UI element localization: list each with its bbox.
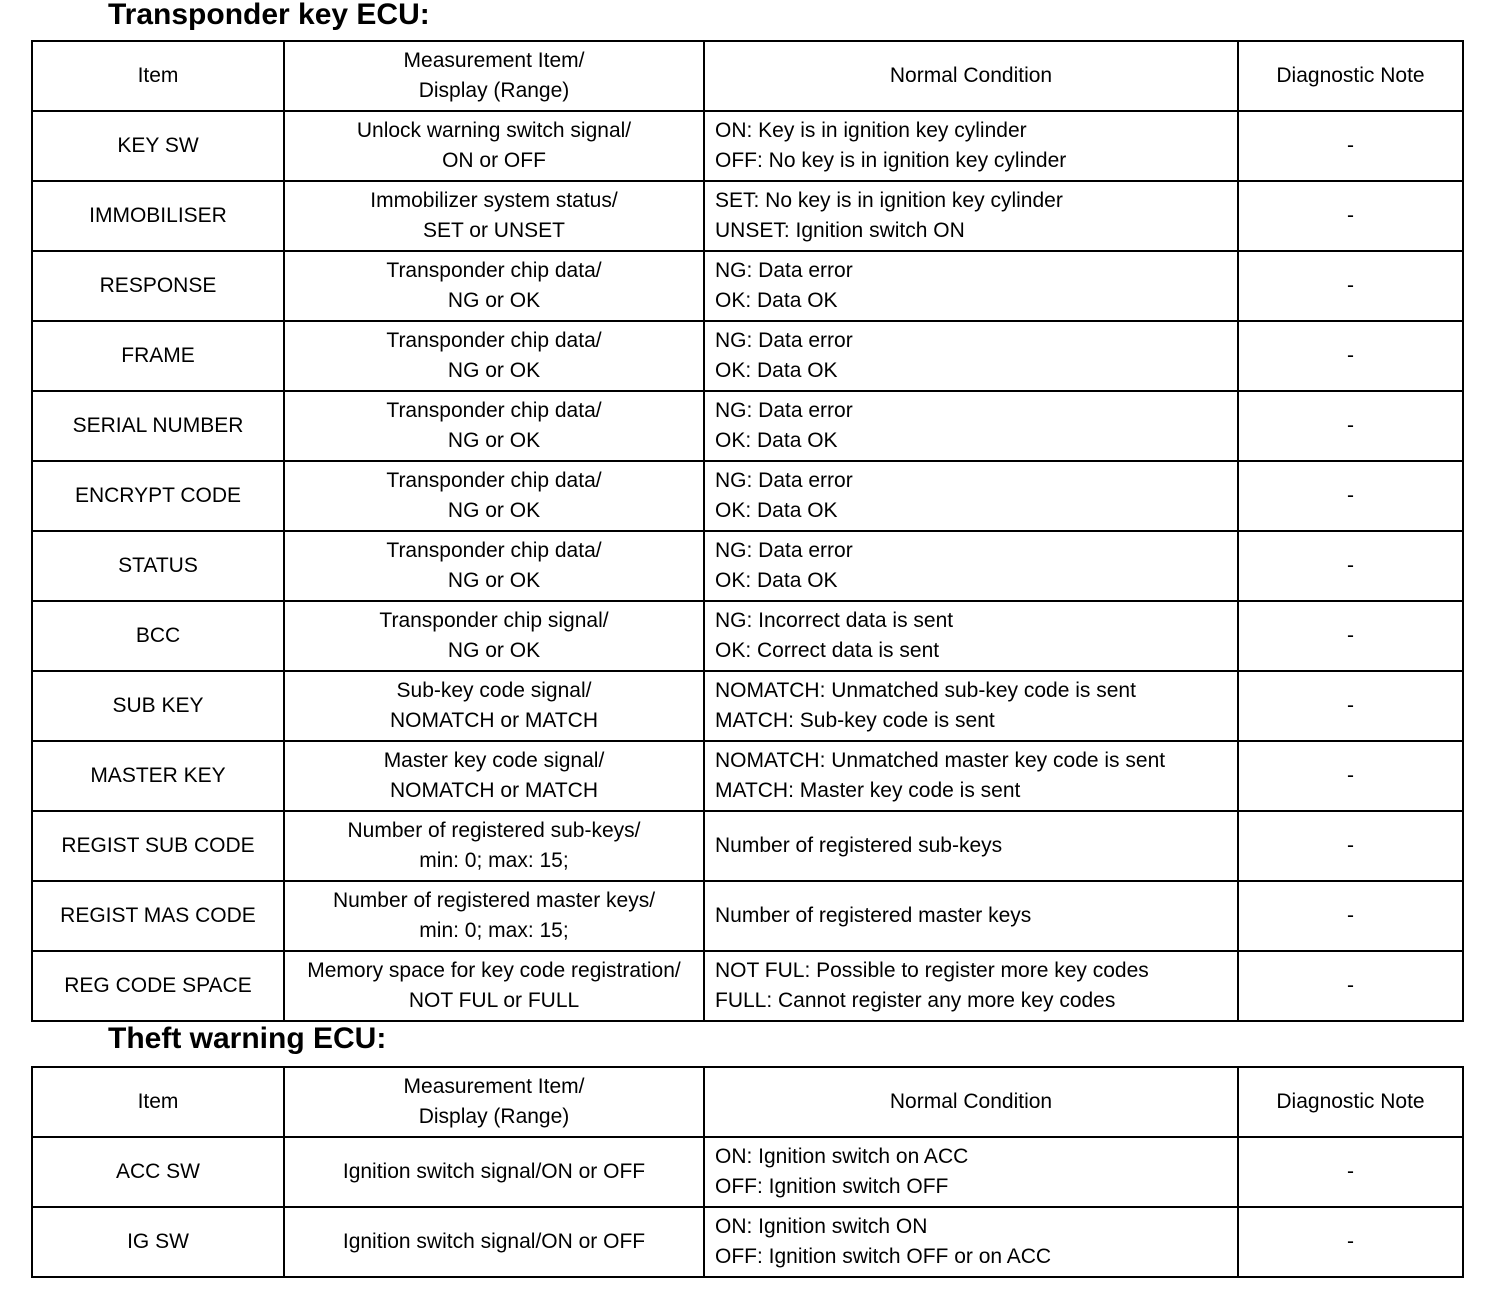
section-title-transponder-key-ecu: Transponder key ECU: (108, 0, 430, 31)
item-cell: BCC (32, 601, 284, 671)
condition-line: NG: Data error (715, 539, 853, 562)
measurement-cell (284, 391, 704, 461)
measurement-line: Immobilizer system status/ (370, 189, 618, 212)
item-cell: IMMOBILISER (32, 181, 284, 251)
measurement-cell (284, 321, 704, 391)
header-measurement-line: Measurement Item/ (403, 1075, 585, 1098)
item-cell: ENCRYPT CODE (32, 461, 284, 531)
table-header-row (32, 41, 1463, 111)
normal-condition-cell (704, 391, 1238, 461)
item-cell: SUB KEY (32, 671, 284, 741)
measurement-cell (284, 811, 704, 881)
condition-line: NOMATCH: Unmatched master key code is sent (715, 749, 1166, 772)
table-row (32, 461, 1463, 531)
table-row (32, 251, 1463, 321)
table-row (32, 811, 1463, 881)
table-row (32, 671, 1463, 741)
normal-condition-cell (704, 951, 1238, 1021)
measurement-cell (284, 181, 704, 251)
table-row (32, 1207, 1463, 1277)
item-cell: FRAME (32, 321, 284, 391)
condition-line: OFF: Ignition switch OFF or on ACC (715, 1245, 1052, 1268)
condition-line: OK: Data OK (715, 359, 838, 382)
table-row (32, 1137, 1463, 1207)
table-header-row (32, 1067, 1463, 1137)
theft-warning-ecu-table (31, 1066, 1464, 1278)
item-cell: REGIST SUB CODE (32, 811, 284, 881)
measurement-line: NG or OK (447, 429, 541, 452)
normal-condition-cell (704, 601, 1238, 671)
table-row (32, 951, 1463, 1021)
measurement-line: NOMATCH or MATCH (389, 709, 599, 732)
normal-condition-cell (704, 671, 1238, 741)
normal-condition-cell (704, 251, 1238, 321)
measurement-line: NG or OK (447, 499, 541, 522)
item-cell: SERIAL NUMBER (32, 391, 284, 461)
condition-line: OFF: Ignition switch OFF (715, 1175, 949, 1198)
section-title-theft-warning-ecu: Theft warning ECU: (108, 1022, 387, 1055)
condition-line: ON: Ignition switch ON (715, 1215, 928, 1238)
condition-line: ON: Ignition switch on ACC (715, 1145, 969, 1168)
measurement-cell (284, 251, 704, 321)
diagnostic-note-cell: - (1238, 951, 1463, 1021)
condition-line: OFF: No key is in ignition key cylinder (715, 149, 1067, 172)
table-row (32, 741, 1463, 811)
diagnostic-note-cell: - (1238, 811, 1463, 881)
condition-line: NG: Incorrect data is sent (715, 609, 954, 632)
condition-line: OK: Data OK (715, 499, 838, 522)
measurement-line: Transponder chip signal/ (379, 609, 609, 632)
measurement-line: ON or OFF (442, 149, 546, 172)
measurement-line: min: 0; max: 15; (419, 849, 569, 872)
measurement-line: Number of registered master keys/ (332, 889, 656, 912)
normal-condition-cell (704, 531, 1238, 601)
measurement-line: min: 0; max: 15; (419, 919, 569, 942)
table-row (32, 881, 1463, 951)
header-item: Item (32, 41, 284, 111)
measurement-cell (284, 601, 704, 671)
measurement-line: NG or OK (447, 639, 541, 662)
normal-condition-cell (704, 111, 1238, 181)
measurement-line: NOT FUL or FULL (408, 989, 580, 1012)
transponder-key-ecu-table (31, 40, 1464, 1022)
condition-line: NOT FUL: Possible to register more key codes (715, 959, 1149, 982)
table-row (32, 531, 1463, 601)
diagnostic-note-cell: - (1238, 671, 1463, 741)
item-cell: RESPONSE (32, 251, 284, 321)
normal-condition-cell (704, 1137, 1238, 1207)
condition-line: UNSET: Ignition switch ON (715, 219, 965, 242)
normal-condition-cell (704, 461, 1238, 531)
item-cell: REG CODE SPACE (32, 951, 284, 1021)
normal-condition-cell (704, 1207, 1238, 1277)
diagnostic-note-cell: - (1238, 391, 1463, 461)
measurement-line: Ignition switch signal/ON or OFF (342, 1230, 646, 1253)
condition-line: ON: Key is in ignition key cylinder (715, 119, 1027, 142)
diagnostic-note-cell: - (1238, 181, 1463, 251)
measurement-cell (284, 671, 704, 741)
condition-line: MATCH: Sub-key code is sent (715, 709, 995, 732)
table-row (32, 111, 1463, 181)
condition-line: SET: No key is in ignition key cylinder (715, 189, 1063, 212)
normal-condition-cell (704, 181, 1238, 251)
measurement-cell (284, 1137, 704, 1207)
measurement-cell (284, 111, 704, 181)
condition-line: NG: Data error (715, 329, 853, 352)
header-normal-condition: Normal Condition (704, 41, 1238, 111)
item-cell: KEY SW (32, 111, 284, 181)
diagnostic-note-cell: - (1238, 251, 1463, 321)
normal-condition-cell (704, 741, 1238, 811)
header-item: Item (32, 1067, 284, 1137)
condition-line: NG: Data error (715, 259, 853, 282)
condition-line: Number of registered master keys (715, 904, 1032, 927)
measurement-line: NG or OK (447, 289, 541, 312)
table-row (32, 181, 1463, 251)
condition-line: MATCH: Master key code is sent (715, 779, 1021, 802)
header-measurement-line: Measurement Item/ (403, 49, 585, 72)
measurement-line: Sub-key code signal/ (396, 679, 592, 702)
measurement-cell (284, 1207, 704, 1277)
measurement-line: Transponder chip data/ (386, 539, 602, 562)
condition-line: OK: Data OK (715, 429, 838, 452)
measurement-cell (284, 461, 704, 531)
measurement-line: Master key code signal/ (383, 749, 605, 772)
header-diagnostic-note: Diagnostic Note (1238, 1067, 1463, 1137)
measurement-line: Ignition switch signal/ON or OFF (342, 1160, 646, 1183)
header-normal-condition: Normal Condition (704, 1067, 1238, 1137)
item-cell: STATUS (32, 531, 284, 601)
measurement-line: SET or UNSET (423, 219, 565, 242)
diagnostic-note-cell: - (1238, 1137, 1463, 1207)
diagnostic-note-cell: - (1238, 461, 1463, 531)
item-cell: MASTER KEY (32, 741, 284, 811)
condition-line: Number of registered sub-keys (715, 834, 1003, 857)
diagnostic-note-cell: - (1238, 531, 1463, 601)
measurement-line: Transponder chip data/ (386, 469, 602, 492)
header-measurement-line: Display (Range) (418, 1105, 570, 1128)
item-cell: ACC SW (32, 1137, 284, 1207)
item-cell: REGIST MAS CODE (32, 881, 284, 951)
normal-condition-cell (704, 881, 1238, 951)
measurement-line: Transponder chip data/ (386, 259, 602, 282)
condition-line: NG: Data error (715, 399, 853, 422)
measurement-cell (284, 951, 704, 1021)
header-measurement (284, 1067, 704, 1137)
measurement-line: Transponder chip data/ (386, 329, 602, 352)
condition-line: OK: Data OK (715, 569, 838, 592)
condition-line: OK: Correct data is sent (715, 639, 940, 662)
diagnostic-note-cell: - (1238, 1207, 1463, 1277)
table-row (32, 391, 1463, 461)
condition-line: NG: Data error (715, 469, 853, 492)
normal-condition-cell (704, 811, 1238, 881)
measurement-line: Number of registered sub-keys/ (347, 819, 641, 842)
measurement-cell (284, 741, 704, 811)
measurement-line: NG or OK (447, 359, 541, 382)
diagnostic-note-cell: - (1238, 321, 1463, 391)
diagnostic-note-cell: - (1238, 741, 1463, 811)
header-diagnostic-note: Diagnostic Note (1238, 41, 1463, 111)
measurement-cell (284, 881, 704, 951)
measurement-line: NOMATCH or MATCH (389, 779, 599, 802)
measurement-line: Transponder chip data/ (386, 399, 602, 422)
diagnostic-note-cell: - (1238, 111, 1463, 181)
table-row (32, 601, 1463, 671)
condition-line: OK: Data OK (715, 289, 838, 312)
normal-condition-cell (704, 321, 1238, 391)
header-measurement-line: Display (Range) (418, 79, 570, 102)
diagnostic-note-cell: - (1238, 601, 1463, 671)
condition-line: NOMATCH: Unmatched sub-key code is sent (715, 679, 1136, 702)
measurement-line: Memory space for key code registration/ (307, 959, 681, 982)
condition-line: FULL: Cannot register any more key codes (715, 989, 1116, 1012)
table-row (32, 321, 1463, 391)
measurement-line: Unlock warning switch signal/ (356, 119, 632, 142)
measurement-line: NG or OK (447, 569, 541, 592)
diagnostic-note-cell: - (1238, 881, 1463, 951)
header-measurement (284, 41, 704, 111)
measurement-cell (284, 531, 704, 601)
item-cell: IG SW (32, 1207, 284, 1277)
